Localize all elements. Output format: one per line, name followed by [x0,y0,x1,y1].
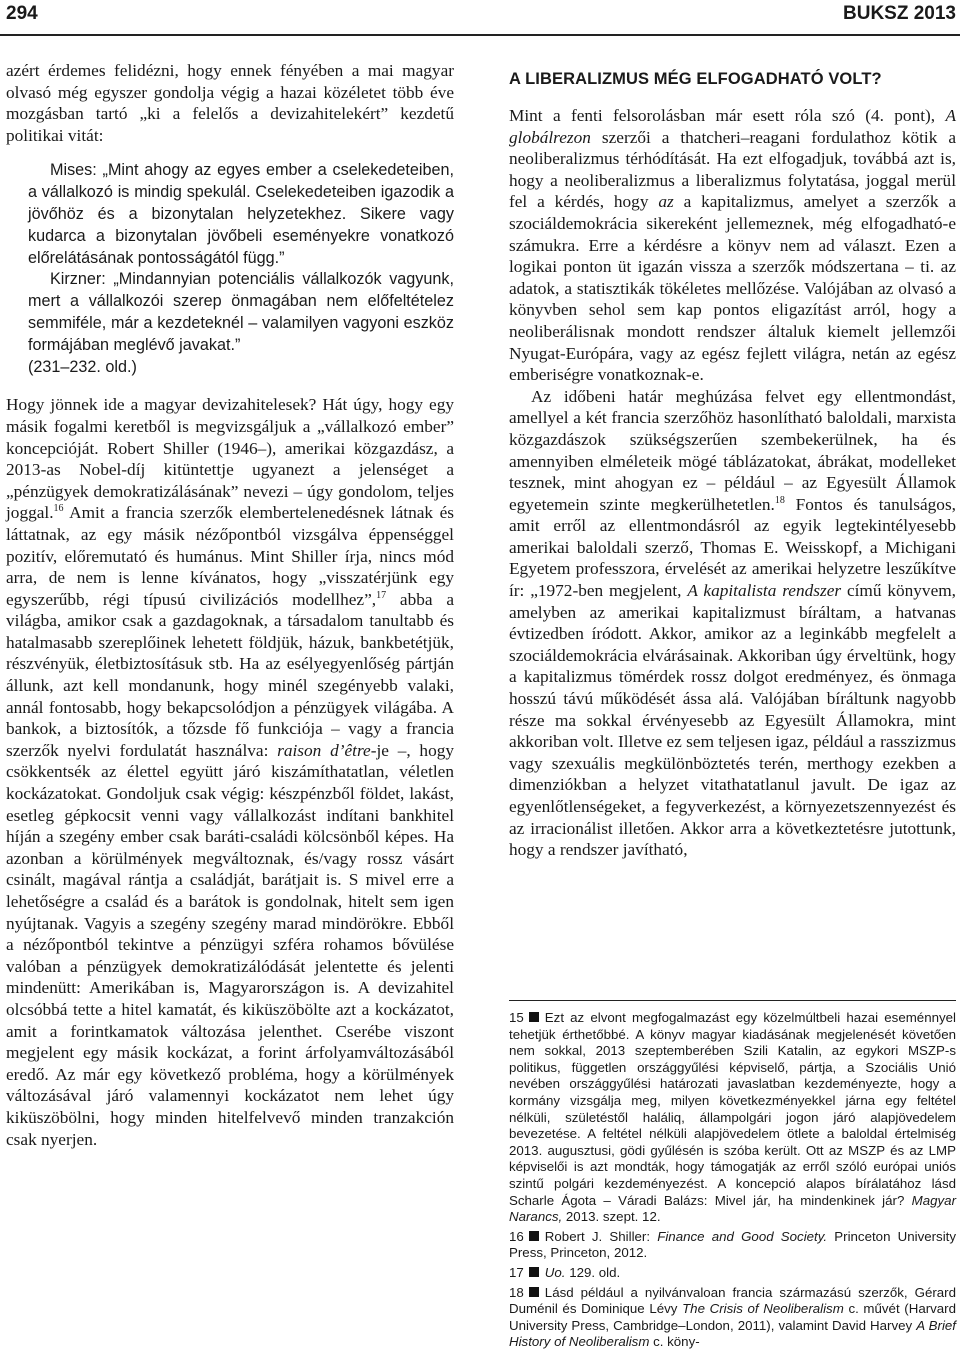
journal-title: BUKSZ 2013 [843,3,956,24]
square-bullet-icon [529,1012,539,1022]
quote-reference: (231–232. old.) [28,357,137,376]
footnote-text: Princeton University Press, Princeton, 2012. [509,1228,957,1261]
footnote-16 [509,1229,956,1262]
quote-mises: Mises: „Mint ahogy az egyes ember a cselekedeteiben, a vállalkozó is mindig spekulál. Cselekedeteiben igazodik a jövőhöz és a bizonytalan helyzetekhez. Sikere vagy kudarca a bizonytalan jövőbeli eseményekre vonatkozó előrelátásának pontosságától függ.” [28,161,454,267]
footnote-number: 18 [509,1284,524,1300]
header-rule [0,34,960,36]
body-text: Mint a fenti felsorolásban már esett róla szó (4. pont), [509,106,946,125]
body-text: abba a világba, amikor csak a gazdagoknak, a társadalom tanultabb és hatalmasabb szereplőinek lehetett földjük, házuk, bankbetétjük, részvényük, életbiztosításuk stb. Ha az esélyegyenlőség pártján állunk, azt kell mondanunk, hogy minél szegényebb valaki, annál fontosabb, hogy bekapcsolódjon a pénzügyek világába. A bankok, a biztosítók, a tőzsde fő funkciója – vagy a francia szerzők nyelvi fordulatát használva: [6,589,455,760]
body-paragraph [6,394,454,1150]
footnote-text: 2013. szept. 12. [562,1209,661,1225]
footnote-rule [509,1000,956,1001]
footnote-italic: Finance and Good Society. [657,1228,828,1244]
section-heading: A LIBERALIZMUS MÉG ELFOGADHATÓ VOLT? [509,70,882,88]
footnote-number: 17 [509,1264,524,1280]
footnote-italic: The Crisis of Neoliberalism [682,1301,844,1317]
footnote-italic: A Brief History of Neoliberalism [509,1317,956,1350]
page-header [0,0,960,34]
footnote-text: 129. old. [565,1264,621,1280]
book-title: A kapitalista rendszer [687,581,842,601]
emphasis: az [658,192,674,212]
body-paragraph [509,105,956,386]
italic-phrase: raison d’être [277,740,371,760]
footnote-15 [509,1010,956,1226]
footnote-18 [509,1285,956,1351]
footnote-ref-18[interactable]: 18 [774,494,785,506]
footnote-17 [509,1265,956,1282]
body-text: Az időbeni határ meghúzása felvet egy ellentmondást, amellyel a két francia szerzőhöz hasonlítható baloldali, marxista közgazdászok szükségszerűen szembekerülnek, ha és amennyiben elméleteik mögé táblázatokat, ábrákat, modelleket tesznek, mint ahogyan ez – például – az Egyesült Államok egyetemein szinte megkerülhetetlen. [509,386,956,514]
square-bullet-icon [529,1267,539,1277]
footnote-number: 16 [509,1228,524,1244]
intro-paragraph: azért érdemes felidézni, hogy ennek fényében a mai magyar olvasó még egyszer gondolja végig a hazai közéletet több éve mozgásban tartó „ki a felelős a devizahitelekért” kezdetű politikai vitát: [6,61,454,145]
left-column [6,60,454,1150]
footnote-text: c. köny- [649,1334,700,1350]
square-bullet-icon [529,1231,539,1241]
page-number: 294 [6,3,38,24]
quote-block [28,160,454,378]
footnote-text: Lásd például a nyilvánvaloan francia származású szerzők, Gérard Duménil és Dominique Lévy [509,1284,956,1317]
body-text: a kapitalizmus, amelyet a szerzők a szociáldemokrácia sikereként jellemeznek, még elfogadható-e számukra. Erre a kérdésre a könyv nem ad választ. Ezen a logikai ponton üt igazán vissza a szerzők módszertana – ti. az adatok, a statisztikák tökéletes mellőzése. Valójában az olvasó a könyvben sehol sem kap pontos eligazítást arról, hogy a neoliberálisnak mondott rendszer általuk kiemelt jellemzői Nyugat-Európára, vagy az egész fejlett világra, netán az egész emberiségre vonatkoznak-e. [509,192,956,385]
square-bullet-icon [529,1287,539,1297]
footnotes [509,1010,956,1354]
body-text: szerzői a thatcheri–reagani fordulathoz kötik a neoliberalizmus térhódítását. Ha ezt elfogadjuk, továbbá azt is, hogy a neoliberalizmus a liberalizmus folytatása, joggal merül fel a kérdés, hogy [509,127,956,212]
body-text: Hogy jönnek ide a magyar devizahitelesek? Hát úgy, hogy egy másik fogalmi keretből is megvizsgáljuk a „vállalkozó ember” koncepcióját. Robert Shiller (1946–), amerikai közgazdász, a 2013-as Nobel-díj kitüntettje ugyanezt a jelenséget a „pénzügyek demokratizálásának” nevezi – úgy gondolom, teljes joggal. [6,395,454,523]
footnote-ref-17[interactable]: 17 [376,589,387,601]
footnote-number: 15 [509,1010,524,1025]
body-paragraph [509,386,956,861]
footnote-text: c. művét (Harvard University Press, Cambridge–London, 2011), valamint David Harvey [509,1301,957,1333]
footnote-italic: Magyar Narancs, [509,1192,956,1225]
body-text: Amit a francia szerzők elembertelenedésnek látnak és láttatnak, az egy másik nézőpontból vizsgálva éppenséggel pozitív, előremutató és humánus. Mint Shiller írja, nincs mód arra, de nem is lenne kívánatos, hogy „visszatérjünk egy egyszerűbb, régi típusú civilizációs modellhez”, [6,503,454,609]
footnote-text: Robert J. Shiller: [544,1228,658,1244]
body-text: -je –, hogy csökkentsék az élettel együtt járó kiszámíthatatlan, véletlen kockázatokat. Gondoljuk csak végig: készpénzből földet, lakást, esetleg gépkocsit venni vagy vállalkozást indítani bankhitel híján a szegény ember csak baráti-családi kölcsönből képes. Ha azonban a körülmények megváltoznak, és/vagy rossz vásárt csinált, magával rántja a családját, barátjait is. S mivel erre a lehetőségre a család és a barátok is gondolnak, hitelt sem igen nyújtanak. Vagyis a szegény szegény marad mindörökre. Ebből a nézőpontból tekintve a pénzügyi szféra rohamos bővülése valóban a pénzügyek demokratizálódását jelentette és jelenti mindenütt: Amerikában is, Magyarországon is. A devizahitel olcsóbbá tette a hitel kamatát, és kiküszöbölte azt a kockázatot, amit a forintkamatok változása jelenthet. Cserébe viszont megjelent egy másik kockázat, a forint árfolyamváltozásából eredő. Az már egy következő probléma, hogy a körülmények változásával járó valamennyi kockázatot nem lehet úgy kiküszöbölni, hogy minden hitelfelvevő minden tranzakción csak nyerjen. [6,740,454,1149]
body-text: című könyvem, amelyben az amerikai kapitalizmust bíráltam, a hatvanas évtizedben íródott. Akkor, amikor az a leginkább megfelelt a szociáldemokrácia elvárásainak. Akkoriban úgy érveltünk, hogy a kapitalizmus tömérdek rossz dolgot eredményez, és önmaga hosszú távú működését ássa alá. Valójában bíráltunk nagyobb része ma sokkal érvényesebb az Egyesült Államokra, mint akkoriban volt. Illetve ez sem teljesen igaz, például a rasszizmus vagy szexuális megkülönböztetés terén, merthogy ezekben a dimenziókban a helyzet vitathatatlanul javult. De igaz az egyenlőtlenségeket, a fegyverkezést, a környezetszennyezést és az irracionálist illetően. Akkor arra a következtetésre jutottunk, hogy a rendszer javítható, [509,581,956,860]
book-title: A globálrezon [509,106,956,147]
right-column [509,60,956,861]
body-text: Fontos és tanulságos, amit erről az ellentmondásról az egyik legtekintélyesebb amerikai baloldali szerző, Thomas E. Weisskopf, a Michigani Egyetem professzora, érvelését az amerikai helyzetre leszűkítve ír: „1972-ben megjelent, [509,494,956,601]
footnote-ref-16[interactable]: 16 [53,503,64,515]
footnote-italic: Uo. [544,1264,566,1280]
quote-kirzner: Kirzner: „Mindannyian potenciális vállalkozók vagyunk, mert a vállalkozói szerep önmagában nem előfeltételez semmiféle, már a kezdeteknél – valamilyen vagyoni eszköz formájában meglévő javakat.” [28,270,454,354]
footnote-text: Ezt az elvont megfogalmazást egy közelmúltbeli hazai eseménnyel tehetjük érthetőbbé. A könyv magyar kiadásának megjelenését követően nem sokkal, 2013 szeptemberében Szili Katalin, az egykori MSZP-s politikus, független országgyűlési képviselő, pártja, a Szociális Unió nevében országgyűlési határozati javaslatban kezdeményezte, hogy a kormány vizsgálja meg, milyen következményekkel járna egy feltétel nélküli, születéstől haláliq, állampolgári jogon járó alapjövedelem bevezetése. A feltétel nélküli alapjövedelem ötlete a baloldal értelmiség 2013. augusztusi, gödi gyűlésén is szóba került. Ott az MSZP és az LMP képviselői is azt mondták, hogy támogatják az erről szóló európai uniós szintű polgári kezdeményezést. A koncepció alapos bírálatához lásd Scharle Ágota – Váradi Balázs: Mivel jár, ha mindenkinek jár? [509,1010,956,1208]
